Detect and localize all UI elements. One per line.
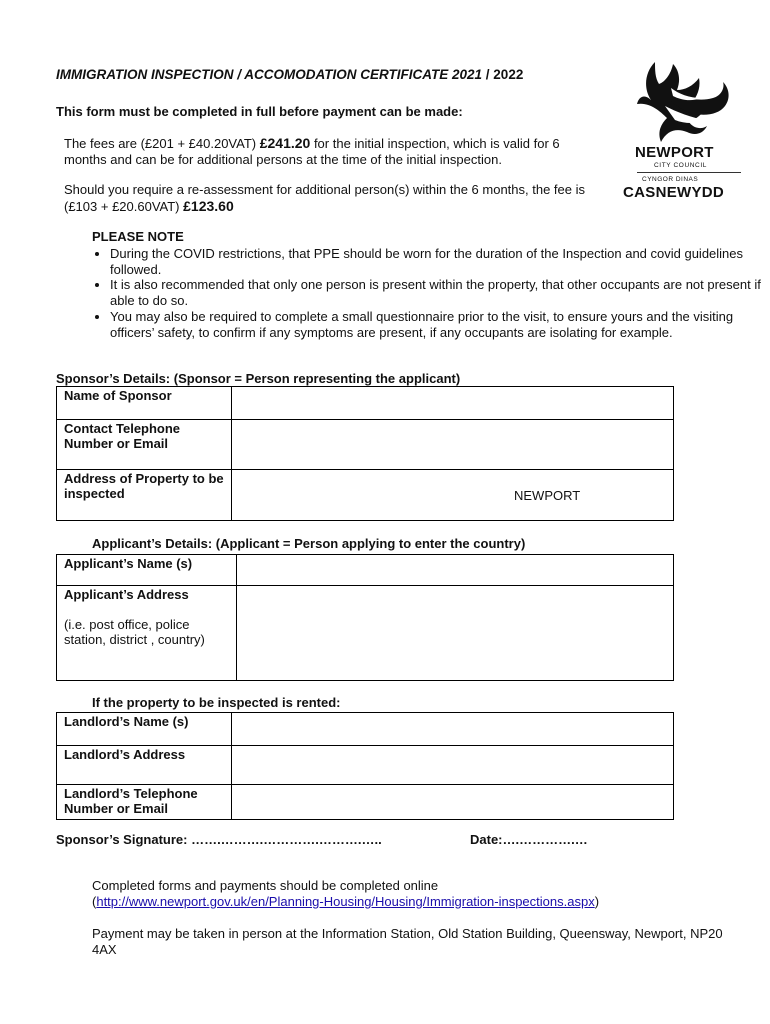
list-item: • It is also recommended that only one person is present within the property, that other occupants are not present if able to do so. [110,277,765,308]
applicant-address-label: Applicant’s Address [64,587,189,602]
logo-city-council: CITY COUNCIL [654,162,707,169]
applicant-name-field[interactable] [237,555,674,586]
property-address-field[interactable]: NEWPORT [232,470,674,521]
logo-cyngor-dinas: CYNGOR DINAS [642,176,699,183]
applicant-address-cell [57,586,237,681]
list-item: • During the COVID restrictions, that PPE should be worn for the duration of the Inspection and covid guidelines followed. [110,246,765,277]
please-note-list [75,246,765,340]
logo-divider [637,172,741,173]
payment-instructions: Payment may be taken in person at the Information Station, Old Station Building, Queensway, Newport, NP20 4AX [92,926,723,957]
contact-label: Contact Telephone Number or Email [57,420,232,470]
sponsor-name-label: Name of Sponsor [57,387,232,420]
landlord-address-field[interactable] [232,746,674,785]
applicant-name-label: Applicant’s Name (s) [57,555,237,586]
fees-initial: The fees are (£201 + £40.20VAT) £241.20 for the initial inspection, which is valid for 6 months and can be for additional persons at the time of the initial inspection. [64,135,560,167]
landlord-table [56,712,674,820]
fees-reassessment: Should you require a re-assessment for additional person(s) within the 6 months, the fee is (£103 + £20.60VAT) £123.60 [64,182,585,214]
please-note-heading: PLEASE NOTE [92,229,184,244]
sponsor-heading: Sponsor’s Details: (Sponsor = Person representing the applicant) [56,371,461,386]
sponsor-name-field[interactable] [232,387,674,420]
landlord-heading: If the property to be inspected is rented: [92,695,341,710]
landlord-phone-label: Landlord’s Telephone Number or Email [57,785,232,820]
logo-newport: NEWPORT [635,144,714,161]
applicant-address-field[interactable] [237,586,674,681]
landlord-name-field[interactable] [232,713,674,746]
form-intro: This form must be completed in full before payment can be made: [56,104,463,119]
online-instructions [92,878,732,910]
applicant-table [56,554,674,681]
landlord-address-label: Landlord’s Address [57,746,232,785]
applicant-address-hint: (i.e. post office, police station, district , country) [64,617,205,647]
dragon-icon [615,58,745,148]
property-address-label: Address of Property to be inspected [57,470,232,521]
form-title: IMMIGRATION INSPECTION / ACCOMODATION CERTIFICATE 2021 / 2022 [56,67,524,82]
newport-link[interactable]: http://www.newport.gov.uk/en/Planning-Housing/Housing/Immigration-inspections.aspx [96,894,595,909]
list-item: • You may also be required to complete a small questionnaire prior to the visit, to ensure yours and the visiting officers’ safety, to confirm if any symptoms are present, if any occupants are isolating for example. [110,309,765,340]
date-line[interactable]: Date:….………….… [470,832,588,847]
logo-casnewydd: CASNEWYDD [623,184,725,201]
sponsor-signature-line[interactable]: Sponsor’s Signature: …….……….………….……….….. [56,832,382,847]
landlord-phone-field[interactable] [232,785,674,820]
online-link-line: (http://www.newport.gov.uk/en/Planning-Housing/Housing/Immigration-inspections.aspx) [92,894,600,909]
applicant-heading: Applicant’s Details: (Applicant = Person applying to enter the country) [92,536,526,551]
sponsor-table [56,386,674,521]
landlord-name-label: Landlord’s Name (s) [57,713,232,746]
newport-council-logo [615,58,745,203]
contact-field[interactable] [232,420,674,470]
online-text: Completed forms and payments should be completed online [92,878,439,893]
